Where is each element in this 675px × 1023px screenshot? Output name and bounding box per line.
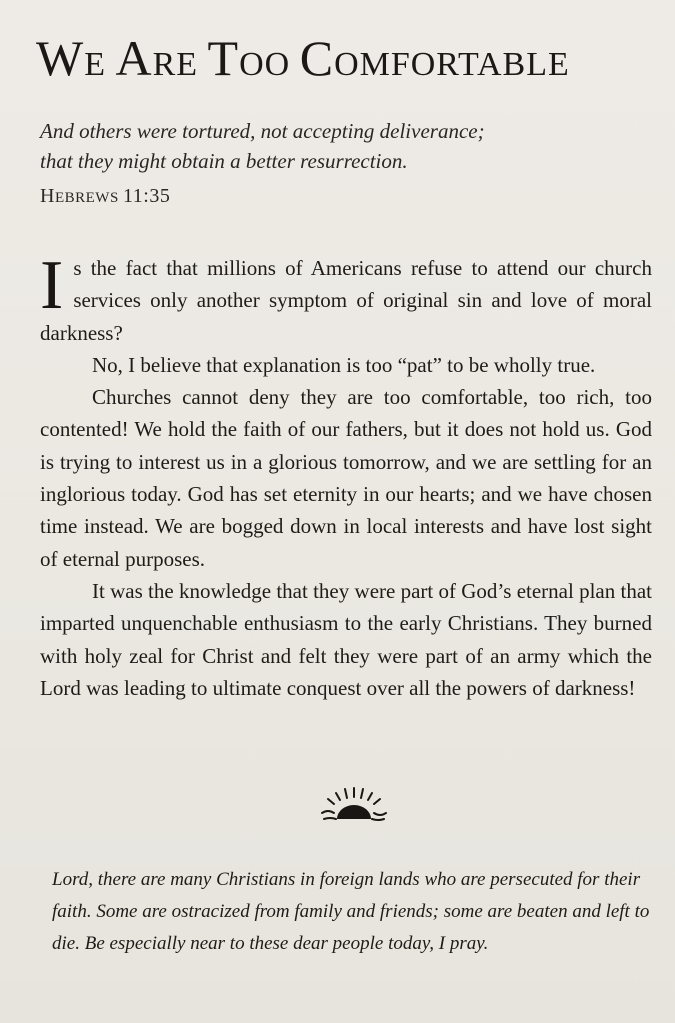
page-title [36,30,570,93]
title-word-4-rest: OMFORTABLE [334,46,570,83]
title-word-3-rest: OO [239,46,291,83]
verse-reference [40,182,170,212]
body-paragraph-1-text: s the fact that millions of Americans refuse to attend our church services only another symptom of original sin and love of moral darkness? [40,256,652,345]
verse-line-2: that they might obtain a better resurrection. [40,149,408,173]
closing-prayer [52,864,652,960]
title-word-1-cap: W [36,30,85,86]
reference-cap: H [40,185,55,207]
title-word-4-cap: C [299,30,335,86]
drop-cap: I [40,247,64,324]
verse-line-1: And others were tortured, not accepting deliverance; [40,119,485,143]
body-paragraph-3: Churches cannot deny they are too comfortable, too rich, too contented! We hold the faith of our fathers, but it does not hold us. God is trying to interest us in a glorious tomorrow, and we are settling for an inglorious today. God has set eternity in our hearts; and we have chosen time instead. We are bogged down in local interests and have lost sight of eternal purposes. [40,385,652,571]
title-word-3-cap: T [207,30,240,86]
title-word-2-cap: A [115,30,153,86]
scripture-verse [40,116,600,176]
reference-chapter-verse: 11:35 [123,185,171,207]
prayer-text: Lord, there are many Christians in foreign lands who are persecuted for their faith. Some are ostracized from family and friends; some are beaten and left to die. Be especially near to these dear people today, I pray. [52,869,650,954]
rising-sun-icon [318,786,390,826]
body-paragraph-1 [40,247,652,349]
body-paragraph-4: It was the knowledge that they were part of God’s eternal plan that imparted unquenchable enthusiasm to the early Christians. They burned with holy zeal for Christ and felt they were part of an army which the Lord was leading to ultimate conquest over all the powers of darkness! [40,578,652,700]
title-word-2-rest: RE [152,46,199,83]
body-paragraph-2: No, I believe that explanation is too “pat” to be wholly true. [92,352,596,377]
devotional-body [40,247,652,704]
title-word-1-rest: E [84,46,106,83]
reference-book: EBREWS [54,190,119,206]
